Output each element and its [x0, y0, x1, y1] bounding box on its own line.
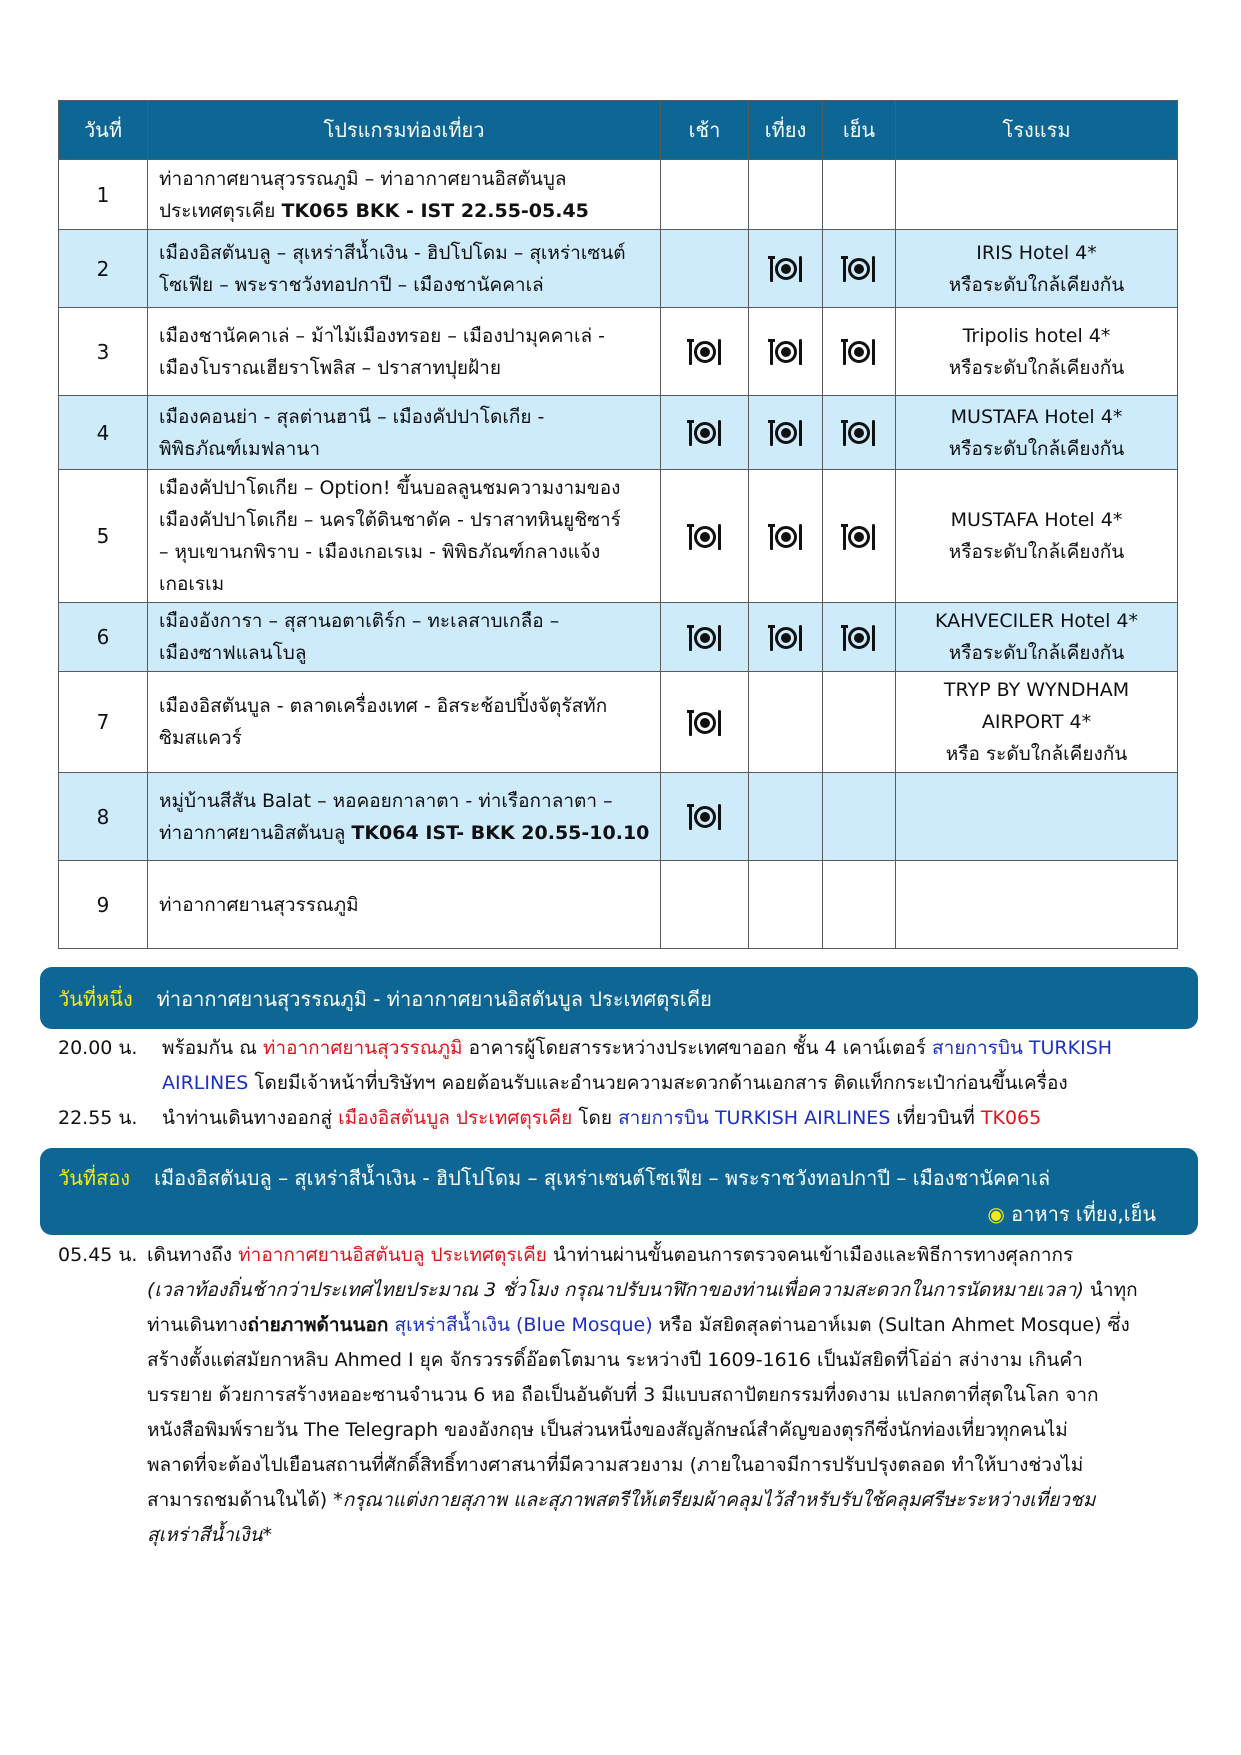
meal-icon: ◉	[987, 1202, 1005, 1226]
dress-note: สุเหร่าสีน้ำเงิน*	[147, 1524, 273, 1546]
time-label: 05.45 น.	[58, 1244, 138, 1266]
program-line	[159, 817, 652, 849]
dinner-cell	[823, 396, 896, 470]
program-line: เกอเรเม	[159, 573, 225, 595]
day1-heading	[58, 983, 712, 1015]
airline-name: AIRLINES	[162, 1072, 249, 1094]
program-line	[159, 195, 652, 227]
table-header-row	[59, 101, 1178, 160]
program-cell	[148, 160, 661, 230]
program-cell	[148, 861, 661, 949]
hotel-name: IRIS Hotel 4*	[976, 241, 1097, 264]
lunch-cell	[749, 470, 823, 603]
header-dinner: เย็น	[823, 101, 896, 160]
entry-text: โดยมีเจ้าหน้าที่บริษัทฯ คอยต้อนรับและอำนวยความสะดวกด้านเอกสาร ติดแท็กกระเป๋าก่อนขึ้นเครื่อง	[248, 1072, 1068, 1094]
day1-entry-1	[162, 1031, 1182, 1101]
entry-line: สร้างตั้งแต่สมัยกาหลิบ Ahmed I ยุค จักรวรรดิ์อ๊อตโตมาน ระหว่างปี 1609-1616 เป็นมัสยิดที่โอ่อ่า สง่างาม เกินคำ	[147, 1349, 1083, 1371]
lunch-cell	[749, 308, 823, 396]
meal-icon	[689, 623, 721, 653]
program-line: ซิมสแควร์	[159, 727, 242, 749]
day1-title: ท่าอากาศยานสุวรรณภูมิ - ท่าอากาศยานอิสตันบูล ประเทศตุรเคีย	[156, 987, 712, 1011]
program-line: โซเฟีย – พระราชวังทอปกาปี – เมืองชานัคคาเล่	[159, 273, 544, 296]
meal-icon	[770, 254, 802, 284]
flight-number: TK065	[980, 1107, 1042, 1129]
day2-meals	[987, 1198, 1156, 1230]
hotel-cell	[896, 470, 1178, 603]
hotel-note: หรือ ระดับใกล้เคียงกัน	[945, 743, 1128, 765]
meal-icon	[843, 254, 875, 284]
entry-line	[147, 1483, 1187, 1518]
entry-text: อาคารผู้โดยสารระหว่างประเทศขาออก ชั้น 4 เคาน์เตอร์	[462, 1037, 933, 1059]
meal-icon	[689, 802, 721, 832]
hotel-note: หรือระดับใกล้เคียงกัน	[948, 541, 1125, 563]
airline-name: สายการบิน TURKISH	[932, 1037, 1113, 1059]
meal-icon	[770, 418, 802, 448]
meal-icon	[843, 522, 875, 552]
day-number: 3	[59, 308, 148, 396]
entry-text: สามารถชมด้านในได้)	[147, 1489, 334, 1511]
lunch-cell	[749, 230, 823, 308]
program-text: ท่าอากาศยานอิสตันบลู	[159, 821, 352, 844]
hotel-cell	[896, 773, 1178, 861]
program-cell	[148, 396, 661, 470]
dinner-cell	[823, 230, 896, 308]
meal-icon	[843, 418, 875, 448]
time-note: (เวลาท้องถิ่นช้ากว่าประเทศไทยประมาณ 3 ชั่วโมง กรุณาปรับนาฬิกาของท่านเพื่อความสะดวกในการนัดหมายเวลา)	[147, 1279, 1084, 1301]
flight-info: TK065 BKK - IST 22.55-05.45	[281, 199, 589, 222]
program-line: เมืองอิสตันบลู – สุเหร่าสีน้ำเงิน - ฮิปโปโดม – สุเหร่าเซนต์	[159, 241, 626, 264]
breakfast-cell	[661, 230, 749, 308]
dinner-cell	[823, 773, 896, 861]
hotel-name: TRYP BY WYNDHAM	[943, 679, 1130, 701]
day1-entry-2	[162, 1101, 1182, 1136]
dinner-cell	[823, 308, 896, 396]
day1-label: วันที่หนึ่ง	[58, 987, 133, 1011]
flight-info: TK064 IST- BKK 20.55-10.10	[351, 821, 650, 844]
breakfast-cell	[661, 672, 749, 773]
program-cell	[148, 672, 661, 773]
hotel-cell	[896, 672, 1178, 773]
entry-line: บรรยาย ด้วยการสร้างหออะซานจำนวน 6 หอ ถือเป็นอันดับที่ 3 มีแบบสถาปัตยกรรมที่งดงาม แปลกตาที่สุดในโลก จาก	[147, 1384, 1099, 1406]
entry-text: พร้อมกัน ณ	[162, 1037, 263, 1059]
program-text: ประเทศตุรเคีย	[159, 199, 282, 222]
meal-icon	[689, 708, 721, 738]
hotel-name: KAHVECILER Hotel 4*	[934, 610, 1139, 632]
header-day: วันที่	[59, 101, 148, 160]
hotel-name: MUSTAFA Hotel 4*	[950, 509, 1123, 531]
time-label: 22.55 น.	[58, 1107, 138, 1129]
entry-text: หรือ มัสยิดสุลต่านอาห์เมต (Sultan Ahmet Mosque) ซึ่ง	[652, 1314, 1130, 1336]
day2-paragraph	[147, 1238, 1187, 1553]
header-lunch: เที่ยง	[749, 101, 823, 160]
entry-line	[162, 1101, 1182, 1136]
day-number: 6	[59, 603, 148, 672]
entry-text: นำท่านผ่านขั้นตอนการตรวจคนเข้าเมืองและพิธีการทางศุลกากร	[546, 1244, 1074, 1266]
entry-line	[162, 1066, 1182, 1101]
day-number: 2	[59, 230, 148, 308]
program-line: เมืองซาฟแลนโบลู	[159, 642, 307, 664]
entry-text: โดย	[572, 1107, 619, 1129]
meal-icon	[689, 522, 721, 552]
breakfast-cell	[661, 773, 749, 861]
day2-title: เมืองอิสตันบลู – สุเหร่าสีน้ำเงิน - ฮิปโปโดม – สุเหร่าเซนต์โซเฟีย – พระราชวังทอปกาปี – เมืองชานัคคาเล่	[154, 1166, 1051, 1190]
header-program: โปรแกรมท่องเที่ยว	[148, 101, 661, 160]
program-line: เมืองคัปปาโดเกีย – Option! ขึ้นบอลลูนชมความงามของ	[159, 477, 621, 499]
hotel-cell	[896, 861, 1178, 949]
program-line: เมืองโบราณเฮียราโพลิส – ปราสาทปุยฝ้าย	[159, 356, 501, 379]
program-line: ท่าอากาศยานสุวรรณภูมิ – ท่าอากาศยานอิสตันบูล	[159, 167, 567, 190]
program-line: หมู่บ้านสีสัน Balat – หอคอยกาลาตา - ท่าเรือกาลาตา –	[159, 789, 613, 812]
entry-text: เที่ยวบินที่	[890, 1107, 981, 1129]
dinner-cell	[823, 861, 896, 949]
program-line: เมืองชานัคคาเล่ – ม้าไม้เมืองทรอย – เมืองปามุคคาเล่ -	[159, 324, 605, 347]
meal-icon	[770, 337, 802, 367]
day-number: 5	[59, 470, 148, 603]
table-row	[59, 603, 1178, 672]
meal-icon	[770, 623, 802, 653]
hotel-cell	[896, 160, 1178, 230]
lunch-cell	[749, 672, 823, 773]
header-hotel: โรงแรม	[896, 101, 1178, 160]
lunch-cell	[749, 773, 823, 861]
dress-note: *กรุณาแต่งกายสุภาพ และสุภาพสตรีให้เตรียมผ้าคลุมไว้สำหรับรับใช้คลุมศรีษะระหว่างเที่ยวชม	[333, 1489, 1096, 1511]
hotel-cell	[896, 230, 1178, 308]
table-row	[59, 396, 1178, 470]
entry-line	[147, 1273, 1187, 1308]
program-cell	[148, 603, 661, 672]
program-cell	[148, 308, 661, 396]
program-cell	[148, 470, 661, 603]
program-line: – หุบเขานกพิราบ - เมืองเกอเรเม - พิพิธภัณฑ์กลางแจ้ง	[159, 541, 601, 563]
program-line: พิพิธภัณฑ์เมฟลานา	[159, 437, 321, 460]
table-row	[59, 160, 1178, 230]
hotel-note: หรือระดับใกล้เคียงกัน	[948, 642, 1125, 664]
lunch-cell	[749, 603, 823, 672]
lunch-cell	[749, 861, 823, 949]
entry-line: พลาดที่จะต้องไปเยือนสถานที่ศักดิ์สิทธิ์ทางศาสนาที่มีความสวยงาม (ภายในอาจมีการปรับปรุงตลอด ทำให้บางช่วงไม่	[147, 1454, 1084, 1476]
lunch-cell	[749, 160, 823, 230]
hotel-note: หรือระดับใกล้เคียงกัน	[948, 356, 1125, 379]
breakfast-cell	[661, 308, 749, 396]
table-row	[59, 230, 1178, 308]
meals-text: อาหาร เที่ยง,เย็น	[1011, 1202, 1156, 1226]
day2-label: วันที่สอง	[58, 1166, 131, 1190]
program-line: เมืองคัปปาโดเกีย – นครใต้ดินชาดัค - ปราสาทหินยูชิซาร์	[159, 509, 621, 531]
program-line: เมืองอังการา – สุสานอตาเติร์ก – ทะเลสาบเกลือ –	[159, 610, 560, 632]
table-row	[59, 672, 1178, 773]
program-cell	[148, 773, 661, 861]
meal-icon	[689, 418, 721, 448]
dinner-cell	[823, 160, 896, 230]
landmark-name: สุเหร่าสีน้ำเงิน (Blue Mosque)	[394, 1314, 653, 1336]
day-number: 7	[59, 672, 148, 773]
hotel-cell	[896, 396, 1178, 470]
lunch-cell	[749, 396, 823, 470]
hotel-cell	[896, 308, 1178, 396]
itinerary-table	[58, 100, 1178, 949]
airline-name: สายการบิน TURKISH AIRLINES	[618, 1107, 891, 1129]
hotel-note: หรือระดับใกล้เคียงกัน	[948, 273, 1125, 296]
dinner-cell	[823, 603, 896, 672]
header-breakfast: เช้า	[661, 101, 749, 160]
breakfast-cell	[661, 861, 749, 949]
day-number: 4	[59, 396, 148, 470]
day-number: 1	[59, 160, 148, 230]
photo-stop: ถ่ายภาพด้านนอก	[247, 1314, 389, 1336]
program-line: เมืองคอนย่า - สุลต่านฮานี – เมืองคัปปาโดเกีย -	[159, 405, 545, 428]
day2-banner	[40, 1148, 1198, 1235]
day2-heading	[58, 1162, 1050, 1194]
day1-banner	[40, 967, 1198, 1029]
program-cell	[148, 230, 661, 308]
entry-text: เดินทางถึง	[147, 1244, 239, 1266]
hotel-name: Tripolis hotel 4*	[962, 324, 1111, 347]
breakfast-cell	[661, 470, 749, 603]
dinner-cell	[823, 672, 896, 773]
hotel-note: หรือระดับใกล้เคียงกัน	[948, 437, 1125, 460]
breakfast-cell	[661, 396, 749, 470]
day-number: 8	[59, 773, 148, 861]
entry-text: นำท่านเดินทางออกสู่	[162, 1107, 339, 1129]
program-line: เมืองอิสตันบูล - ตลาดเครื่องเทศ - อิสระช้อปปิ้งจัตุรัสทัก	[159, 695, 608, 717]
entry-line	[147, 1518, 1187, 1553]
airport-name: ท่าอากาศยานสุวรรณภูมิ	[262, 1037, 463, 1059]
table-row	[59, 773, 1178, 861]
table-row	[59, 861, 1178, 949]
meal-icon	[770, 522, 802, 552]
meal-icon	[689, 337, 721, 367]
breakfast-cell	[661, 603, 749, 672]
entry-line	[162, 1031, 1182, 1066]
hotel-cell	[896, 603, 1178, 672]
meal-icon	[843, 623, 875, 653]
meal-icon	[843, 337, 875, 367]
hotel-name: MUSTAFA Hotel 4*	[950, 405, 1123, 428]
time-label: 20.00 น.	[58, 1037, 138, 1059]
entry-text: นำทุก	[1083, 1279, 1138, 1301]
breakfast-cell	[661, 160, 749, 230]
entry-line	[147, 1308, 1187, 1343]
table-row	[59, 470, 1178, 603]
entry-line: หนังสือพิมพ์รายวัน The Telegraph ของอังกฤษ เป็นส่วนหนึ่งของสัญลักษณ์สำคัญของตุรกีซึ่งนักท่องเที่ยวทุกคนไม่	[147, 1419, 1068, 1441]
entry-line	[147, 1238, 1187, 1273]
entry-text: ท่านเดินทาง	[147, 1314, 248, 1336]
dinner-cell	[823, 470, 896, 603]
airport-name: ท่าอากาศยานอิสตันบลู ประเทศตุรเคีย	[238, 1244, 547, 1266]
hotel-name: AIRPORT 4*	[981, 711, 1092, 733]
program-line: ท่าอากาศยานสุวรรณภูมิ	[159, 893, 359, 916]
day-number: 9	[59, 861, 148, 949]
table-row	[59, 308, 1178, 396]
destination: เมืองอิสตันบูล ประเทศตุรเคีย	[338, 1107, 573, 1129]
